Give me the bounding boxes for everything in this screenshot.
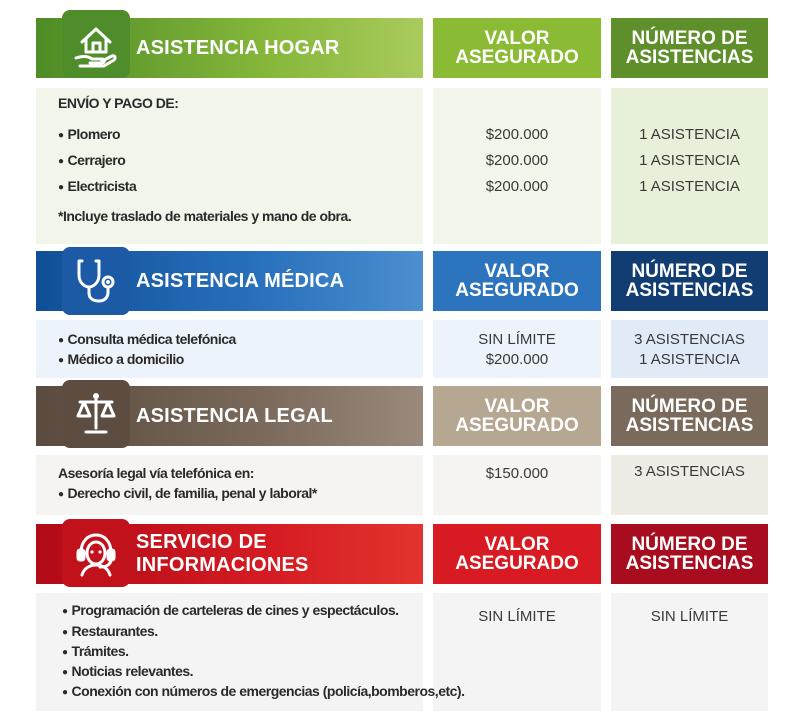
hogar-intro: ENVÍO Y PAGO DE:: [58, 95, 179, 111]
legal-numero-header-line2: ASISTENCIAS: [625, 415, 754, 436]
legal-valor: $150.000: [485, 465, 549, 482]
house-hand-icon: [62, 10, 130, 78]
medica-valor-domicilio: $200.000: [485, 351, 549, 368]
legal-intro: Asesoría legal vía telefónica en:: [58, 465, 254, 481]
legal-numero-header-line1: NÚMERO DE: [631, 396, 748, 417]
informaciones-valor: SIN LÍMITE: [478, 608, 556, 625]
informaciones-item-emergencias: ● Conexión con números de emergencias (policía,bomberos,etc).: [62, 683, 464, 702]
legal-numero: 3 ASISTENCIAS: [634, 463, 745, 480]
hogar-item-plomero: ● Plomero: [58, 126, 120, 145]
hogar-valor-header-line1: VALOR: [484, 28, 550, 49]
legal-valor-header: [433, 386, 601, 446]
hogar-item-cerrajero: ● Cerrajero: [58, 152, 125, 171]
informaciones-valor-header-line1: VALOR: [484, 534, 550, 555]
hogar-valor-header-line2: ASEGURADO: [455, 47, 579, 68]
legal-item-derecho: ● Derecho civil, de familia, penal y laboral*: [58, 485, 317, 504]
informaciones-item-carteleras: ● Programación de carteleras de cines y espectáculos.: [62, 602, 399, 621]
medica-numero-header-line2: ASISTENCIAS: [625, 280, 754, 301]
informaciones-item-noticias: ● Noticias relevantes.: [62, 663, 193, 682]
hogar-valor-header: [433, 18, 601, 78]
legal-valor-header-line1: VALOR: [484, 396, 550, 417]
medica-numero-consulta: 3 ASISTENCIAS: [634, 331, 745, 348]
hogar-note: *Incluye traslado de materiales y mano de obra.: [58, 208, 352, 224]
headset-operator-icon: [62, 519, 130, 587]
hogar-numero-header: [611, 18, 768, 78]
hogar-valor-electricista: $200.000: [485, 178, 549, 195]
informaciones-numero-header-line1: NÚMERO DE: [631, 534, 748, 555]
medica-valor-panel: [433, 320, 601, 378]
legal-numero-header: [611, 386, 768, 446]
scales-icon: [62, 380, 130, 448]
medica-valor-header-line2: ASEGURADO: [455, 280, 579, 301]
legal-valor-header-line2: ASEGURADO: [455, 415, 579, 436]
medica-title: ASISTENCIA MÉDICA: [136, 269, 345, 292]
informaciones-title: SERVICIO DE INFORMACIONES: [136, 531, 309, 576]
informaciones-numero: SIN LÍMITE: [650, 608, 729, 625]
hogar-item-electricista: ● Electricista: [58, 178, 136, 197]
informaciones-valor-header: [433, 524, 601, 584]
legal-title: ASISTENCIA LEGAL: [136, 404, 333, 427]
hogar-valor-plomero: $200.000: [485, 126, 549, 143]
stethoscope-icon: [62, 247, 130, 315]
hogar-numero-cerrajero: 1 ASISTENCIA: [639, 152, 740, 169]
informaciones-valor-header-line2: ASEGURADO: [455, 553, 579, 574]
hogar-numero-electricista: 1 ASISTENCIA: [639, 178, 740, 195]
informaciones-numero-header-line2: ASISTENCIAS: [625, 553, 754, 574]
medica-numero-domicilio: 1 ASISTENCIA: [639, 351, 740, 368]
medica-numero-header-line1: NÚMERO DE: [631, 261, 748, 282]
medica-item-consulta: ● Consulta médica telefónica: [58, 331, 236, 350]
medica-valor-header: [433, 251, 601, 311]
medica-valor-header-line1: VALOR: [484, 261, 550, 282]
hogar-valor-cerrajero: $200.000: [485, 152, 549, 169]
hogar-numero-header-line1: NÚMERO DE: [631, 28, 748, 49]
medica-item-domicilio: ● Médico a domicilio: [58, 351, 184, 370]
hogar-numero-plomero: 1 ASISTENCIA: [639, 126, 740, 143]
hogar-numero-header-line2: ASISTENCIAS: [625, 47, 754, 68]
medica-valor-consulta: SIN LÍMITE: [478, 331, 556, 348]
legal-valor-panel: [433, 455, 601, 515]
medica-numero-panel: [611, 320, 768, 378]
informaciones-numero-header: [611, 524, 768, 584]
informaciones-item-restaurantes: ● Restaurantes.: [62, 623, 158, 642]
informaciones-item-tramites: ● Trámites.: [62, 643, 129, 662]
medica-numero-header: [611, 251, 768, 311]
hogar-title: ASISTENCIA HOGAR: [136, 36, 340, 59]
